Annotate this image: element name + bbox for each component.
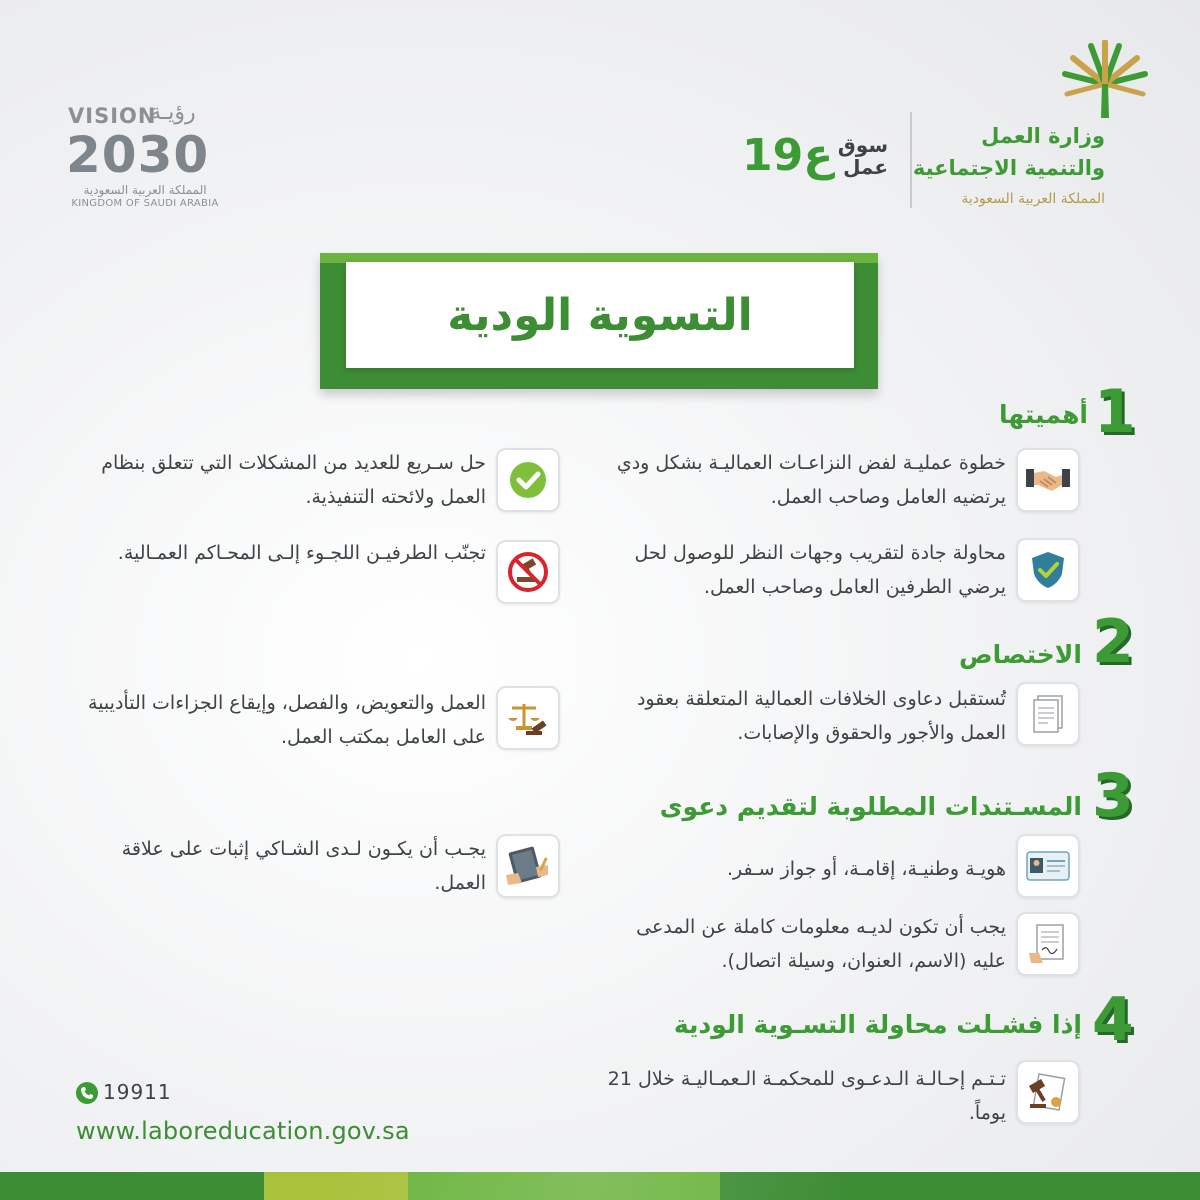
- ministry-name-line1: وزارة العمل: [981, 124, 1105, 148]
- section-number: 3: [1092, 761, 1134, 831]
- section-title: أهميتها: [999, 400, 1088, 429]
- folder-handover-icon: [496, 834, 560, 898]
- documents-icon: [1016, 682, 1080, 746]
- item-text: تجنّب الطرفيـن اللجـوء إلـى المحـاكم العمـالية.: [117, 542, 486, 564]
- footer-bar: [0, 1172, 1200, 1200]
- shield-check-icon: [1016, 538, 1080, 602]
- phone-number[interactable]: 19911: [103, 1080, 172, 1104]
- item-text: العمل والتعويض، والفصل، وإيقاع الجزاءات التأديبية على العامل بمكتب العمل.: [88, 692, 486, 748]
- vision-label-ar: رؤيـة: [150, 100, 196, 125]
- title-card: [346, 262, 854, 368]
- item-text: حل سـريع للعديد من المشكلات التي تتعلق بنظام العمل ولائحته التنفيذية.: [101, 452, 486, 508]
- item-text: تـتـم إحـالـة الـدعـوى للمحكمـة الـعمـاليـة خلال 21 يوماً.: [607, 1068, 1006, 1124]
- souq-number: ع19: [742, 130, 834, 181]
- page-title: التسوية الودية: [447, 289, 753, 341]
- ministry-name-line2: والتنمية الاجتماعية: [912, 156, 1105, 180]
- section-title: إذا فشـلت محاولة التسـوية الودية: [673, 1010, 1082, 1039]
- website-link[interactable]: www.laboreducation.gov.sa: [76, 1117, 410, 1145]
- item-text: تُستقبل دعاوى الخلافات العمالية المتعلقة بعقود العمل والأجور والحقوق والإصابات.: [636, 688, 1006, 744]
- header-divider: [910, 112, 912, 208]
- souq-amal-logo: [742, 128, 892, 184]
- palm-emblem-icon: [1062, 40, 1148, 120]
- section-title: المسـتندات المطلوبة لتقديم دعوى: [659, 792, 1082, 821]
- item-text: محاولة جادة لتقريب وجهات النظر للوصول لحل يرضي الطرفين العامل وصاحب العمل.: [634, 542, 1006, 598]
- ministry-country: المملكة العربية السعودية: [961, 191, 1105, 207]
- no-gavel-icon: [496, 540, 560, 604]
- vision-country-ar: المملكة العربية السعودية: [83, 183, 207, 197]
- phone-icon: [76, 1082, 98, 1104]
- vision-year: 2030: [66, 126, 210, 184]
- handshake-icon: [1016, 448, 1080, 512]
- check-circle-icon: [496, 448, 560, 512]
- section-number: 2: [1092, 607, 1134, 677]
- item-text: يجب أن تكون لديـه معلومات كاملة عن المدعى عليه (الاسم، العنوان، وسيلة اتصال).: [636, 916, 1006, 972]
- scales-icon: [496, 686, 560, 750]
- court-icon: [1016, 1060, 1080, 1124]
- vision-country-en: KINGDOM OF SAUDI ARABIA: [71, 198, 219, 209]
- section-number: 4: [1092, 985, 1134, 1055]
- section-number: 1: [1094, 377, 1136, 447]
- souq-text: سوق عمل: [837, 133, 888, 179]
- item-text: هويـة وطنيـة، إقامـة، أو جواز سـفر.: [726, 858, 1006, 880]
- contract-icon: [1016, 912, 1080, 976]
- id-card-icon: [1016, 834, 1080, 898]
- section-title: الاختصاص: [958, 640, 1082, 669]
- vision-label: VISION: [68, 104, 157, 128]
- item-text: خطوة عمليـة لفض النزاعـات العماليـة بشكل ودي يرتضيه العامل وصاحب العمل.: [616, 452, 1006, 508]
- item-text: يجـب أن يكـون لـدى الشـاكي إثبات على علاقة العمل.: [121, 838, 486, 894]
